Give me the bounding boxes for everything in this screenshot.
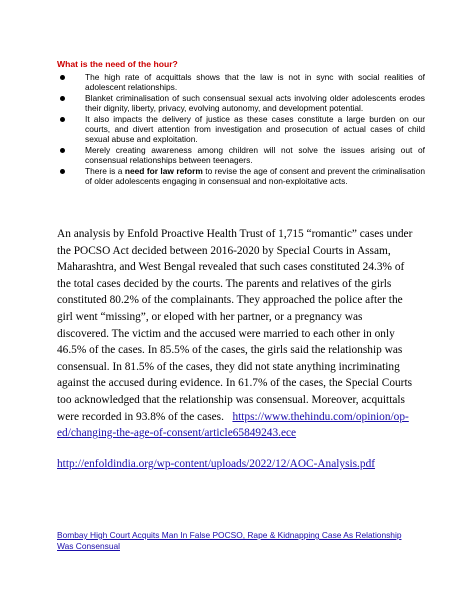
body-paragraph bbox=[57, 226, 417, 442]
bullet-text-bold: need for law reform bbox=[124, 165, 203, 176]
bullet-text: Blanket criminalisation of such consensual sexual acts involving older adolescents erodes their dignity, liberty, privacy, evolving autonomy, and development potential. bbox=[85, 92, 425, 114]
list-item bbox=[57, 114, 425, 145]
enfold-analysis-link[interactable]: http://enfoldindia.org/wp-content/uploads/2022/12/AOC-Analysis.pdf bbox=[57, 458, 376, 470]
bullet-text-post: to revise the age of consent and prevent the criminalisation of older adolescents engaging in consensual and non-exploitative acts. bbox=[85, 165, 425, 187]
bullet-list bbox=[57, 72, 425, 186]
thehindu-link[interactable]: https://www.thehindu.com/opinion/op-ed/changing-the-age-of-consent/article65849243.ece bbox=[57, 410, 409, 440]
bullet-text: Merely creating awareness among children will not solve the issues arising out of consensual relationships between teenagers. bbox=[85, 144, 425, 166]
bullet-text: It also impacts the delivery of justice as these cases constitute a large burden on our courts, and divert attention from investigation and prosecution of actual cases of child sexual abuse and exploitation. bbox=[85, 113, 425, 145]
bombay-hc-article-link[interactable]: Bombay High Court Acquits Man In False POCSO, Rape & Kidnapping Case As Relationship Was Consensual bbox=[57, 530, 402, 551]
list-item bbox=[57, 93, 425, 114]
list-item bbox=[57, 145, 425, 166]
bullet-icon bbox=[60, 75, 65, 80]
bullet-icon bbox=[60, 169, 65, 174]
bullet-icon bbox=[60, 96, 65, 101]
related-article bbox=[57, 530, 417, 551]
bullet-icon bbox=[60, 148, 65, 153]
source-links bbox=[57, 456, 417, 473]
list-item bbox=[57, 166, 425, 187]
section-heading: What is the need of the hour? bbox=[57, 59, 178, 69]
bullet-text: The high rate of acquittals shows that the law is not in sync with social realities of adolescent relationships. bbox=[85, 72, 425, 93]
bullet-icon bbox=[60, 117, 65, 122]
paragraph-text: An analysis by Enfold Proactive Health Trust of 1,715 “romantic” cases under the POCSO Act decided between 2016-2020 by Special Courts in Assam, Maharashtra, and West Bengal revealed that such cases constituted 24.3% of the total cases decided by the courts. The parents and relatives of the girls constituted 80.2% of the complainants. They approached the police after the girl went “missing”, or eloped with her partner, or a pregnancy was discovered. The victim and the accused were married to each other in only 46.5% of the cases. In 85.5% of the cases, the girls said the relationship was consensual. In 81.5% of the cases, they did not state anything incriminating against the accused during evidence. In 61.7% of the cases, the Special Courts too acknowledged that the relationship was consensual. Moreover, acquittals were recorded in 93.8% of the cases. bbox=[57, 228, 413, 423]
list-item bbox=[57, 72, 425, 93]
bullet-text-pre: There is a bbox=[85, 165, 125, 176]
